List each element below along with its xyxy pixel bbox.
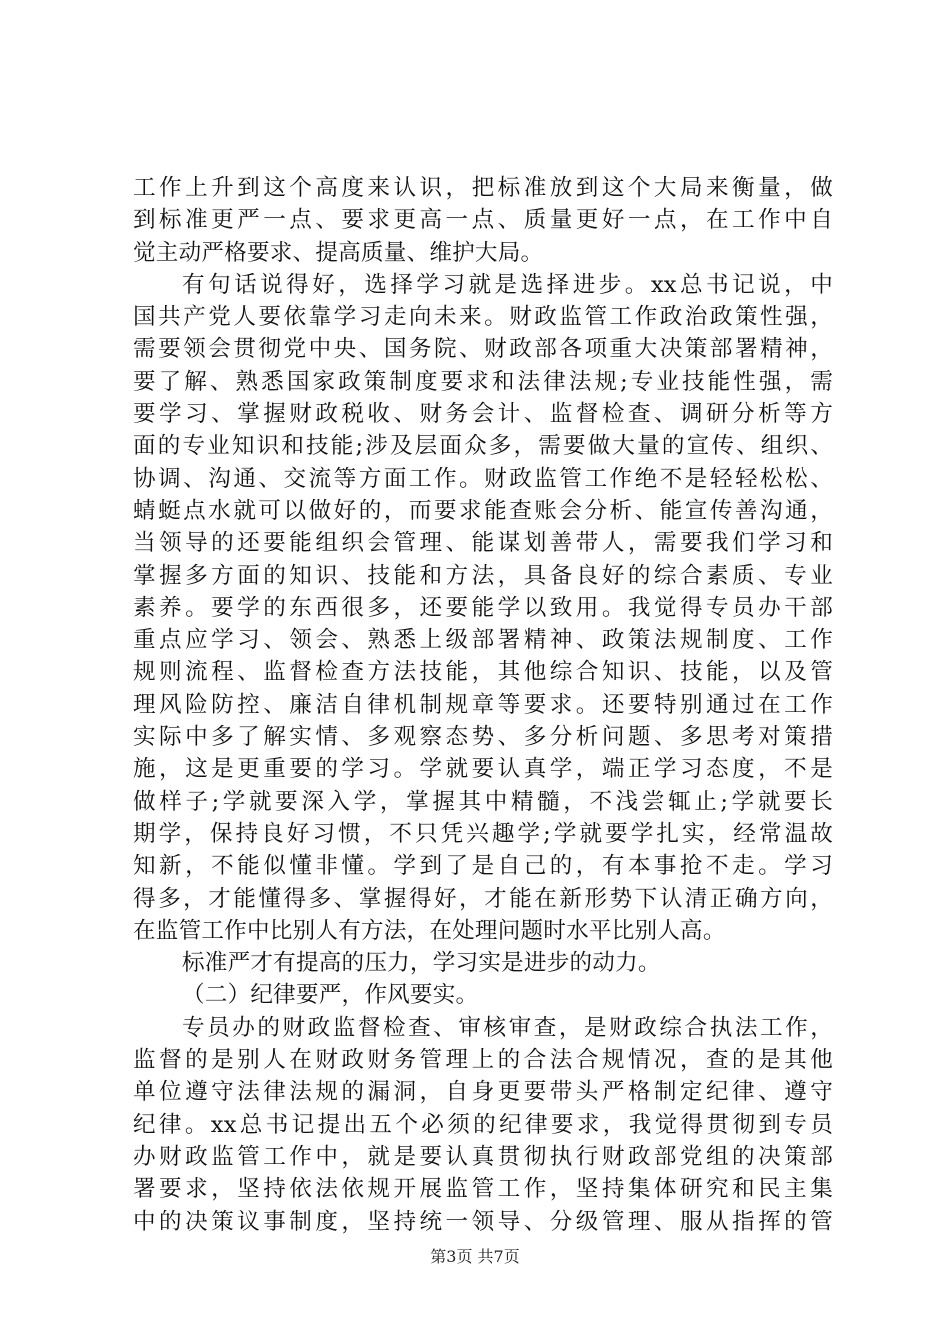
body-text — [133, 172, 833, 1238]
text-line: 中的决策议事制度，坚持统一领导、分级管理、服从指挥的管 — [133, 1208, 833, 1235]
text-line: 当领导的还要能组织会管理、能谋划善带人，需要我们学习和 — [133, 530, 833, 557]
text-line: 单位遵守法律法规的漏洞，自身更要带头严格制定纪律、遵守 — [133, 1079, 833, 1106]
text-line: 觉主动严格要求、提高质量、维护大局。 — [133, 239, 544, 266]
text-line: 蜻蜓点水就可以做好的，而要求能查账会分析、能宣传善沟通， — [133, 497, 833, 524]
text-line: 在监管工作中比别人有方法，在处理问题时水平比别人高。 — [133, 917, 726, 944]
text-line: 协调、沟通、交流等方面工作。财政监管工作绝不是轻轻松松、 — [133, 465, 833, 492]
text-line: 理风险防控、廉洁自律机制规章等要求。还要特别通过在工作 — [133, 691, 833, 718]
paragraph-start-line: 专员办的财政监督检查、审核审查，是财政综合执法工作， — [182, 1014, 833, 1041]
paragraph-start-line: 标准严才有提高的压力，学习实是进步的动力。 — [182, 950, 661, 977]
text-line: 素养。要学的东西很多，还要能学以致用。我觉得专员办干部 — [133, 594, 833, 621]
text-line: 监督的是别人在财政财务管理上的合法合规情况，查的是其他 — [133, 1047, 833, 1074]
text-line: 做样子;学就要深入学，掌握其中精髓，不浅尝辄止;学就要长 — [133, 788, 833, 815]
text-line: 得多，才能懂得多、掌握得好，才能在新形势下认清正确方向， — [133, 885, 833, 912]
section-heading: （二）纪律要严，作风要实。 — [182, 982, 479, 1009]
text-line: 重点应学习、领会、熟悉上级部署精神、政策法规制度、工作 — [133, 627, 833, 654]
text-line: 到标准更严一点、要求更高一点、质量更好一点，在工作中自 — [133, 207, 833, 234]
paragraph-start-line: 有句话说得好，选择学习就是选择进步。xx总书记说，中 — [182, 271, 833, 298]
page-number-footer: 第3页 共7页 — [430, 1247, 520, 1266]
text-line: 面的专业知识和技能;涉及层面众多，需要做大量的宣传、组织、 — [133, 433, 833, 460]
text-line: 实际中多了解实情、多观察态势、多分析问题、多思考对策措 — [133, 724, 833, 751]
text-line: 需要领会贯彻党中央、国务院、财政部各项重大决策部署精神， — [133, 336, 833, 363]
text-line: 知新，不能似懂非懂。学到了是自己的，有本事抢不走。学习 — [133, 853, 833, 880]
text-line: 办财政监管工作中，就是要认真贯彻执行财政部党组的决策部 — [133, 1143, 833, 1170]
text-line: 国共产党人要依靠学习走向未来。财政监管工作政治政策性强， — [133, 304, 833, 331]
text-line: 掌握多方面的知识、技能和方法，具备良好的综合素质、专业 — [133, 562, 833, 589]
text-line: 工作上升到这个高度来认识，把标准放到这个大局来衡量，做 — [133, 175, 833, 201]
text-line: 规则流程、监督检查方法技能，其他综合知识、技能，以及管 — [133, 659, 833, 686]
text-line: 要学习、掌握财政税收、财务会计、监督检查、调研分析等方 — [133, 401, 833, 428]
text-line: 纪律。xx总书记提出五个必须的纪律要求，我觉得贯彻到专员 — [133, 1111, 833, 1138]
text-line: 期学，保持良好习惯，不只凭兴趣学;学就要学扎实，经常温故 — [133, 820, 833, 847]
text-line: 要了解、熟悉国家政策制度要求和法律法规;专业技能性强，需 — [133, 368, 833, 395]
text-line: 施，这是更重要的学习。学就要认真学，端正学习态度，不是 — [133, 756, 833, 783]
text-line: 署要求，坚持依法依规开展监管工作，坚持集体研究和民主集 — [133, 1176, 833, 1203]
